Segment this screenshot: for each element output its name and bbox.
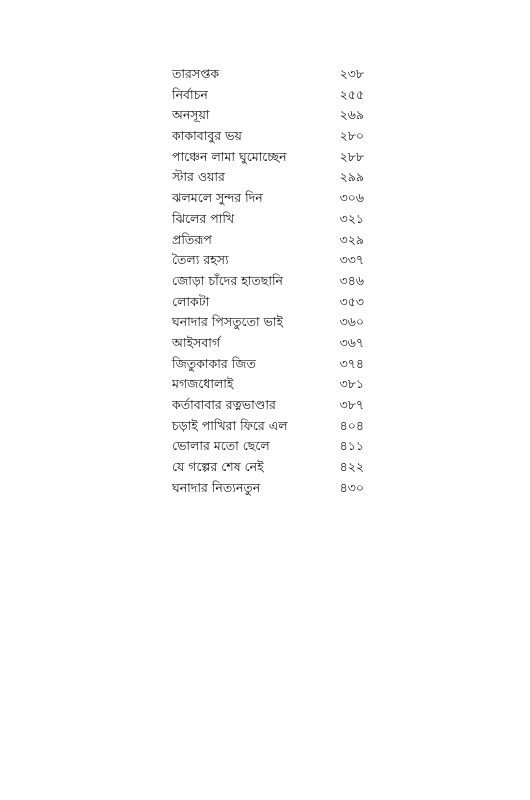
toc-entry — [172, 478, 364, 499]
toc-entry-title: ঝিলের পাখি — [172, 210, 235, 226]
toc-entry-title: আইসবার্গ — [172, 334, 221, 350]
toc-entry — [172, 354, 364, 375]
toc-entry — [172, 395, 364, 416]
toc-entry-page: ৩৮১ — [339, 376, 364, 392]
toc-entry-title: জিতুকাকার জিত — [172, 355, 256, 371]
toc-entry — [172, 188, 364, 209]
toc-entry-title: কাকাবাবুর ভয় — [172, 128, 242, 144]
toc-entry-page: ৩৩৭ — [339, 252, 364, 268]
toc-entry-page: ৩২৯ — [339, 231, 364, 247]
toc-entry — [172, 374, 364, 395]
toc-entry — [172, 457, 364, 478]
toc-entry — [172, 292, 364, 313]
toc-entry-title: ঘনাদার নিত্যনতুন — [172, 479, 261, 495]
toc-entry-title: স্টার ওয়ার — [172, 169, 225, 185]
toc-entry — [172, 105, 364, 126]
table-of-contents — [172, 64, 364, 498]
toc-entry-page: ৩২১ — [339, 210, 364, 226]
toc-entry-page: ২৩৮ — [339, 66, 364, 81]
toc-entry — [172, 126, 364, 147]
toc-entry-title: তারসপ্তক — [172, 66, 220, 81]
toc-entry-title: তৈল্য রহস্য — [172, 252, 229, 268]
toc-entry — [172, 271, 364, 292]
toc-entry-page: ২৬৯ — [339, 107, 364, 123]
toc-entry — [172, 416, 364, 437]
toc-entry-page: ২৮৮ — [339, 148, 364, 164]
toc-entry-page: ৩৪৬ — [339, 272, 364, 288]
toc-entry-title: অনসূয়া — [172, 107, 210, 123]
toc-entry-title: যে গল্পের শেষ নেই — [172, 459, 264, 475]
toc-entry-title: নির্বাচন — [172, 86, 208, 102]
toc-entry — [172, 230, 364, 251]
toc-entry-title: ঘনাদার পিসতুতো ভাই — [172, 314, 283, 330]
toc-entry — [172, 333, 364, 354]
toc-entry-title: প্রতিরূপ — [172, 231, 212, 247]
toc-entry — [172, 64, 364, 85]
toc-entry-title: ভোলার মতো ছেলে — [172, 438, 270, 454]
toc-entry — [172, 85, 364, 106]
toc-entry-title: জোড়া চাঁদের হাতছানি — [172, 272, 284, 288]
toc-entry-page: ৩৮৭ — [339, 397, 364, 412]
toc-entry-page: ৩৫৩ — [339, 293, 364, 309]
toc-entry-page: ৩৭৪ — [339, 355, 364, 371]
toc-entry-page: ৪২২ — [339, 459, 364, 475]
toc-entry-page: ৩৬৭ — [339, 334, 364, 350]
toc-entry-page: ৪৩০ — [339, 479, 364, 495]
toc-entry — [172, 312, 364, 333]
toc-entry-title: মগজধোলাই — [172, 376, 234, 392]
toc-entry-page: ৪১১ — [339, 438, 364, 454]
toc-entry-title: ঝলমলে সুন্দর দিন — [172, 190, 263, 206]
toc-entry-title: কর্তাবাবার রত্নভাণ্ডার — [172, 397, 276, 412]
toc-entry — [172, 167, 364, 188]
toc-entry-page: ২৯৯ — [339, 169, 364, 185]
toc-entry-page: ৩৬০ — [339, 314, 364, 330]
toc-entry-page: ২৫৫ — [339, 86, 364, 102]
toc-entry-title: চড়াই পাখিরা ফিরে এল — [172, 417, 288, 433]
toc-entry — [172, 250, 364, 271]
toc-entry-page: ২৮০ — [339, 128, 364, 144]
toc-entry-page: ৪০৪ — [339, 417, 364, 433]
toc-entry — [172, 147, 364, 168]
toc-entry-title: পাঞ্চেন লামা ঘুমোচ্ছেন — [172, 148, 287, 164]
toc-entry-title: লোকটা — [172, 293, 210, 309]
toc-entry-page: ৩০৬ — [339, 190, 364, 206]
toc-entry — [172, 209, 364, 230]
toc-entry — [172, 436, 364, 457]
